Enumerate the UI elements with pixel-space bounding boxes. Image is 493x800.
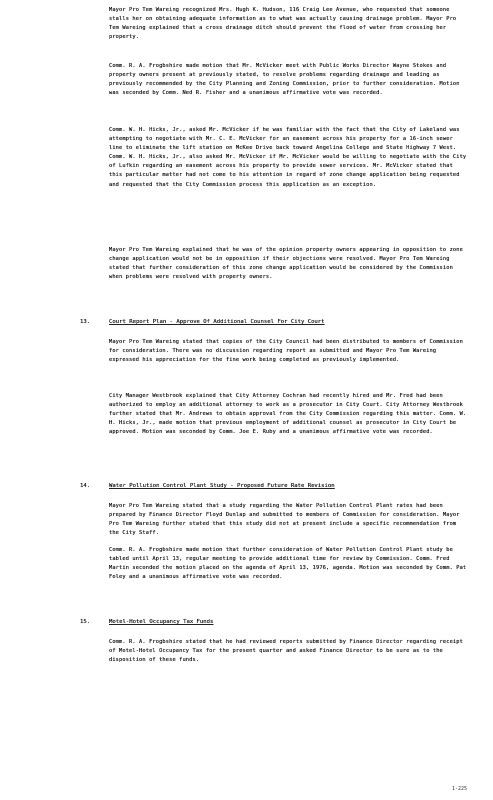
paragraph-water-pollution-study: Mayor Pro Tem Wareing stated that a study regarding the Water Pollution Control Plant rates had been prepared by Finance Director Floyd Dunlap and submitted to members of Commission for consideration. Mayor Pro Tem Wareing further stated that this study did not at present include a specific recommendation from the City Staff. [109, 503, 460, 537]
paragraph-motel-hotel-tax: Comm. R. A. Frogbshire stated that he had reviewed reports submitted by Finance Director regarding receipt of Motel-Hotel Occupancy Tax for the present quarter and asked Finance Director to be sure as to the disposition of these funds. [109, 639, 463, 664]
paragraph-sewer-easement: Comm. W. H. Hicks, Jr., asked Mr. McVicker if he was familiar with the fact that the City of Lakeland was attempting to negotiate with Mr. C. E. McVicker for an easement across his property for a 16-inch sewer line to eliminate the lift station on McKee Drive back toward Angelina College and State Highway 7 West. Comm. W. H. Hicks, Jr., also asked Mr. McVicker if Mr. McVicker would be willing to negotiate with the City of Lufkin regarding an easement across his property to provide sewer services. Mr. McVicker stated that this particular matter had not come to his attention in regard of zone change application being requested and requested that the City Commission process this application as an exception. [109, 127, 467, 188]
paragraph-drainage-motion: Comm. R. A. Frogbshire made motion that Mr. McVicker meet with Public Works Director Wayne Stokes and property owners present at previously stated, to resolve problems regarding drainage and leading as previously recommended by the City Planning and Zoning Commission, prior to further consideration. Motion was seconded by Comm. Ned R. Fisher and a unanimous affirmative vote was recorded. [109, 63, 460, 97]
item-number-13: 13. [80, 319, 91, 325]
item-heading-13: Court Report Plan - Approve Of Additional Counsel For City Court [109, 319, 325, 325]
paragraph-opposition-resolved: Mayor Pro Tem Wareing explained that he was of the opinion property owners appearing in opposition to zone change application would not be in opposition if their objections were resolved. Mayor Pro Tem Wareing stated that further consideration of this zone change application would be considered by the Commission when problems were resolved with property owners. [109, 247, 463, 281]
paragraph-hudson-drainage: Mayor Pro Tem Wareing recognized Mrs. Hugh K. Hudson, 116 Craig Lee Avenue, who requested that someone stalls her on obtaining adequate information as to what was actually causing drainage problem. Mayor Pro Tem Wareing explained that a cross drainage ditch should prevent the flood of water from crossing her property. [109, 7, 457, 41]
paragraph-court-report: Mayor Pro Tem Wareing stated that copies of the City Council had been distributed to members of Commission for consideration. There was no discussion regarding report as submitted and Mayor Pro Tem Wareing expressed his appreciation for the fine work being completed as previously implemented. [109, 339, 463, 364]
item-number-14: 14. [80, 483, 91, 489]
paragraph-additional-counsel: City Manager Westbrook explained that City Attorney Cochran had recently hired and Mr. Fred had been authorized to employ an additional attorney to work as a prosecutor in City Court. City Attorney Westbrook further stated that Mr. Andrews to obtain approval from the City Commission regarding this matter. Comm. W. H. Hicks, Jr., made motion that previous employment of additional counsel as prosecutor in City Court be approved. Motion was seconded by Comm. Joe E. Ruby and a unanimous affirmative vote was recorded. [109, 393, 467, 436]
item-heading-14: Water Pollution Control Plant Study - Proposed Future Rate Revision [109, 483, 335, 489]
item-heading-15: Motel-Hotel Occupancy Tax Funds [109, 619, 214, 625]
item-number-15: 15. [80, 619, 91, 625]
paragraph-water-pollution-motion: Comm. R. A. Frogbshire made motion that further consideration of Water Pollution Control Plant study be tabled until April 13, regular meeting to provide additional time for review by Commission. Comm. Fred Martin seconded the motion placed on the agenda of April 13, 1976, agenda. Motion was seconded by Comm. Pat Foley and a unanimous affirmative vote was recorded. [109, 547, 467, 581]
page-number: 1-225 [452, 786, 468, 792]
